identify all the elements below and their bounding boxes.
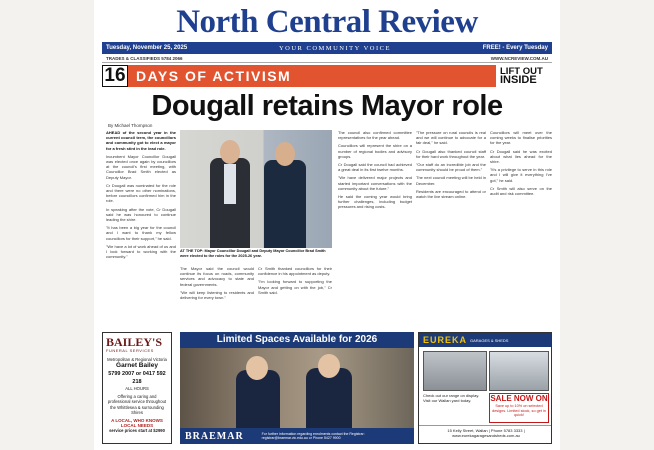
bailey-text: Offering a caring and professional service throughout the Whittlesea & surrounding Shires: [107, 393, 167, 416]
eureka-sub: GARAGES & SHEDS: [470, 337, 509, 343]
paragraph: The council also confirmed committee representatives for the year ahead.: [338, 130, 412, 141]
free-badge: FREE! - Every Tuesday: [482, 45, 548, 51]
student-right-face: [318, 354, 340, 378]
paragraph: The Mayor said the council would continue its focus on roads, community services and advocacy to state and federal governments.: [180, 266, 254, 287]
banner-number: 16: [102, 65, 128, 87]
sale-details: Save up to 10% on selected designs. Limited stock, so get in quick!: [492, 404, 546, 418]
garage-photo: [489, 351, 549, 391]
masthead-tagline: YOUR COMMUNITY VOICE: [278, 44, 391, 52]
person-left-shirt: [224, 164, 236, 204]
banner-label: DAYS OF ACTIVISM: [128, 65, 496, 87]
paragraph: The next council meeting will be held in December.: [416, 175, 486, 186]
person-left-face: [220, 140, 240, 164]
braemar-footer: [180, 428, 414, 444]
photo-caption: AT THE TOP: Mayor Councillor Dougall and Deputy Mayor Councillor Brad Smith were elected to the roles for the 2025-26 year.: [180, 249, 326, 258]
paragraph: Residents are encouraged to attend or watch the live stream online.: [416, 188, 486, 200]
masthead: [94, 4, 560, 40]
paragraph: In speaking after the vote, Cr Dougall said he was honoured to continue leading the shire.: [106, 206, 176, 223]
article-lead: AHEAD of the second year in the current council term, the councillors and community got to elect a mayor for a fresh stint in the lead role.: [106, 130, 176, 151]
website-link[interactable]: WWW.NCREVIEW.COM.AU: [490, 56, 548, 61]
paragraph: He said the coming year would bring further challenges, including budget pressures and rising costs.: [338, 194, 412, 210]
paragraph: "We have a lot of work ahead of us and I look forward to working with the community.": [106, 243, 176, 260]
article-column-4: [338, 130, 412, 328]
bailey-prices: service prices start at $2990: [109, 428, 165, 434]
headline[interactable]: Dougall retains Mayor role: [151, 90, 503, 122]
sale-box: [489, 393, 549, 423]
masthead-info-bar: [102, 42, 552, 54]
shed-photo: [423, 351, 487, 391]
student-left-face: [246, 356, 268, 380]
person-right-face: [275, 142, 295, 166]
paragraph: Incumbent Mayor Councillor Dougall was elected once again by councillors at the council's first meeting, with Councillor Brad Smith elected as Deputy Mayor.: [106, 153, 176, 180]
article-column-1: [106, 130, 176, 328]
article-column-5: [416, 130, 486, 328]
bailey-region: Metropolitan & Regional Victoria: [107, 357, 167, 362]
bailey-contact: Garnet Bailey: [116, 362, 158, 370]
bailey-sub: FUNERAL SERVICES: [106, 348, 154, 353]
newspaper-title[interactable]: North Central Review: [176, 4, 478, 40]
masthead-sub-bar: [102, 55, 552, 63]
article-column-2: [180, 266, 254, 328]
lift-out-text: LIFT OUT: [500, 66, 543, 77]
paragraph: Councillors will represent the shire on a number of regional bodies and advisory groups.: [338, 143, 412, 159]
photo-background: [180, 130, 332, 248]
braemar-photo: [180, 348, 414, 428]
activism-banner[interactable]: [102, 65, 552, 87]
article-column-3: [258, 266, 332, 328]
eureka-header: [419, 333, 551, 347]
eureka-garages-ad[interactable]: [418, 332, 552, 444]
paragraph: "The pressure on rural councils is real and we will continue to advocate for a fair deal," he said.: [416, 130, 486, 146]
newspaper-front-page: [94, 0, 560, 450]
braemar-college-ad[interactable]: [180, 332, 414, 444]
paragraph: Cr Dougall said the council had achieved a great deal in its first twelve months.: [338, 162, 412, 173]
paragraph: "I'm looking forward to supporting the Mayor and getting on with the job," Cr Smith said.: [258, 279, 332, 295]
bailey-logo: BAILEY'S: [106, 335, 163, 349]
person-right: [264, 160, 306, 248]
paragraph: Cr Smith will also serve on the audit and risk committee.: [490, 185, 552, 197]
paragraph: Councillors will meet over the coming weeks to finalise priorities for the year.: [490, 130, 552, 146]
trades-phone: TRADES & CLASSIFIEDS 5784 2066: [106, 56, 183, 61]
eureka-small-text: Check out our range on display. Visit our Wallan yard today.: [423, 393, 480, 403]
bailey-hours: ALL HOURS: [125, 386, 149, 392]
bailey-phone[interactable]: 5799 2007 or 0417 592 218: [108, 371, 166, 386]
braemar-info: For further information regarding enrolments contact the Registrar: registrar@braemar.vic.edu.au or Phone 5427 9900: [261, 431, 365, 440]
issue-date: Tuesday, November 25, 2025: [106, 45, 188, 51]
eureka-name: EUREKA: [423, 335, 468, 345]
article-column-6: [490, 130, 552, 328]
paragraph: "Our staff do an incredible job and the community should be proud of them.": [416, 162, 486, 173]
paragraph: Cr Dougall said he was excited about what lies ahead for the shire.: [490, 148, 552, 165]
eureka-footer: 15 Kelly Street, Wallan | Phone 5783 3333 | www.eurekagaragesandsheds.com.au: [419, 425, 552, 443]
paragraph: "It's a privilege to serve in this role and I will give it everything I've got," he said.: [490, 167, 552, 183]
byline: By Michael Thompson: [108, 123, 153, 128]
lift-out-note: [496, 65, 552, 87]
paragraph: Cr Dougall also thanked council staff for their hard work throughout the year.: [416, 148, 486, 159]
braemar-headline: Limited Spaces Available for 2026: [180, 332, 414, 348]
paragraph: "We will keep listening to residents and delivering for every town.": [180, 289, 254, 301]
bailey-funeral-ad[interactable]: [102, 332, 172, 444]
inside-text: INSIDE: [500, 74, 537, 86]
bailey-local: A LOCAL, WHO KNOWS LOCAL NEEDS: [111, 418, 163, 429]
sale-title: SALE NOW ON: [490, 394, 548, 403]
paragraph: Cr Smith thanked councillors for their confidence in his appointment as deputy.: [258, 266, 332, 277]
article-photo[interactable]: [180, 130, 332, 248]
braemar-name: BRAEMAR: [185, 430, 244, 442]
paragraph: Cr Dougall was nominated for the role and there were no other nominations, before councillors confirmed him in the role.: [106, 182, 176, 204]
paragraph: "It has been a big year for the council and I want to thank my fellow councillors for their support," he said.: [106, 225, 176, 241]
paragraph: "We have delivered major projects and started important conversations with the community about the future.": [338, 175, 412, 191]
